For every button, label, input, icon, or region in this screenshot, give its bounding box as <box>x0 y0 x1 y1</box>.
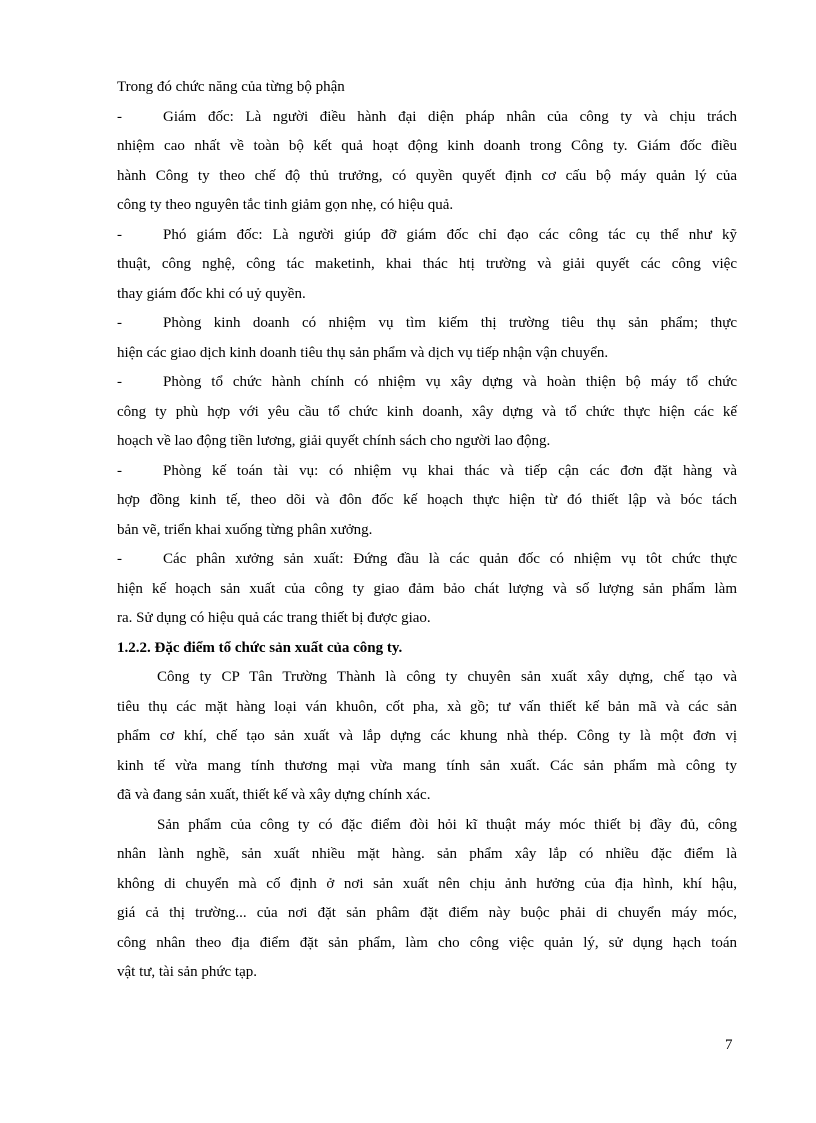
role-text-line: Phòng tổ chức hành chính có nhiệm vụ xây dựng và hoàn thiện bộ máy tổ chức <box>163 374 737 390</box>
role-text-line: hoạch về lao động tiền lương, giải quyết chính sách cho người lao động. <box>117 433 551 449</box>
paragraph-line: công nhân theo địa điểm đặt sản phẩm, làm cho công việc quản lý, sử dụng hạch toán <box>117 934 737 951</box>
role-first-line <box>117 457 737 487</box>
paragraph-company-overview <box>117 663 737 811</box>
paragraph-line: Sản phẩm của công ty có đặc điểm đòi hỏi kĩ thuật máy móc thiết bị đầy đủ, công <box>157 816 737 833</box>
role-text-line: Phòng kinh doanh có nhiệm vụ tìm kiếm thị trường tiêu thụ sản phẩm; thực <box>163 315 737 331</box>
document-page <box>117 73 737 988</box>
role-text-line: thay giám đốc khi có uỷ quyền. <box>117 285 306 302</box>
role-text-line: hiện kế hoạch sản xuất của công ty giao đảm bảo chát lượng và số lượng sản phẩm làm <box>117 580 737 597</box>
role-text-line: ra. Sử dụng có hiệu quả các trang thiết bị được giao. <box>117 610 431 626</box>
paragraph-line: kinh tế vừa mang tính thương mại vừa mang tính sản xuất. Các sản phẩm mà công ty <box>117 757 737 774</box>
role-text-line: hợp đồng kinh tế, theo dõi và đôn đốc kế hoạch thực hiện từ đó thiết lập và bóc tách <box>117 492 737 508</box>
role-item-director <box>117 103 737 221</box>
paragraph-line: tiêu thụ các mặt hàng loại ván khuôn, cốt pha, xà gồ; tư vấn thiết kế bản mã và các sản <box>117 698 737 715</box>
role-first-line <box>117 368 737 398</box>
role-item-sales-dept <box>117 309 737 368</box>
role-text-line: công ty phù hợp với yêu cầu tổ chức kinh doanh, xây dựng và tổ chức thực hiện các kế <box>117 403 737 420</box>
intro-line: Trong đó chức năng của từng bộ phận <box>117 79 345 95</box>
role-text-line: hành Công ty theo chế độ thủ trưởng, có quyền quyết định cơ cấu bộ máy quản lý của <box>117 167 737 184</box>
role-text-line: Phòng kế toán tài vụ: có nhiệm vụ khai thác và tiếp cận các đơn đặt hàng và <box>163 462 737 479</box>
bullet-marker: - <box>117 374 122 390</box>
role-first-line <box>117 309 737 339</box>
role-text-line: công ty theo nguyên tắc tinh giảm gọn nhẹ, có hiệu quả. <box>117 197 454 213</box>
role-text-line: nhiệm cao nhất về toàn bộ kết quả hoạt động kinh doanh trong Công ty. Giám đốc điều <box>117 138 737 154</box>
page-number: 7 <box>725 1037 733 1053</box>
bullet-marker: - <box>117 462 122 479</box>
role-item-deputy-director <box>117 221 737 310</box>
role-text-line: Các phân xưởng sản xuất: Đứng đầu là các quản đốc có nhiệm vụ tôt chức thực <box>163 551 737 567</box>
role-text-line: hiện các giao dịch kinh doanh tiêu thụ sản phẩm và dịch vụ tiếp nhận vận chuyển. <box>117 344 609 361</box>
paragraph-line: không di chuyển mà cố định ở nơi sản xuất nên chịu ảnh hưởng của địa hình, khí hậu, <box>117 875 737 892</box>
role-first-line <box>117 545 737 575</box>
paragraph-line: nhân lành nghề, sản xuất nhiều mặt hàng. sản phẩm xây lắp có nhiều đặc điểm là <box>117 846 737 862</box>
paragraph-line: đã và đang sản xuất, thiết kế và xây dựng chính xác. <box>117 787 431 803</box>
paragraph-line: phẩm cơ khí, chế tạo sản xuất và lắp dựng các khung nhà thép. Công ty là một đơn vị <box>117 728 737 744</box>
bullet-marker: - <box>117 551 122 567</box>
role-item-admin-dept <box>117 368 737 457</box>
role-text-line: thuật, công nghệ, công tác maketinh, khai thác htị trường và giải quyết các công việc <box>117 256 737 272</box>
role-first-line <box>117 221 737 251</box>
bullet-marker: - <box>117 315 122 331</box>
section-heading: 1.2.2. Đặc điểm tổ chức sản xuất của công ty. <box>117 639 403 656</box>
role-text-line: Phó giám đốc: Là người giúp đỡ giám đốc chỉ đạo các công tác cụ thể như kỹ <box>163 226 737 243</box>
paragraph-line: giá cả thị trường... của nơi đặt sản phâm đặt điểm này buộc phải di chuyển máy móc, <box>117 905 737 921</box>
bullet-marker: - <box>117 108 122 125</box>
role-item-workshops <box>117 545 737 634</box>
role-text-line: bản vẽ, triển khai xuống từng phân xưởng. <box>117 521 373 538</box>
paragraph-line: vật tư, tài sản phức tạp. <box>117 964 257 980</box>
role-item-accounting-dept <box>117 457 737 546</box>
paragraph-product-characteristics <box>117 811 737 988</box>
role-text-line: Giám đốc: Là người điều hành đại diện pháp nhân của công ty và chịu trách <box>163 108 737 125</box>
role-first-line <box>117 103 737 133</box>
paragraph-line: Công ty CP Tân Trường Thành là công ty chuyên sản xuất xây dựng, chế tạo và <box>157 669 737 685</box>
bullet-marker: - <box>117 226 122 243</box>
